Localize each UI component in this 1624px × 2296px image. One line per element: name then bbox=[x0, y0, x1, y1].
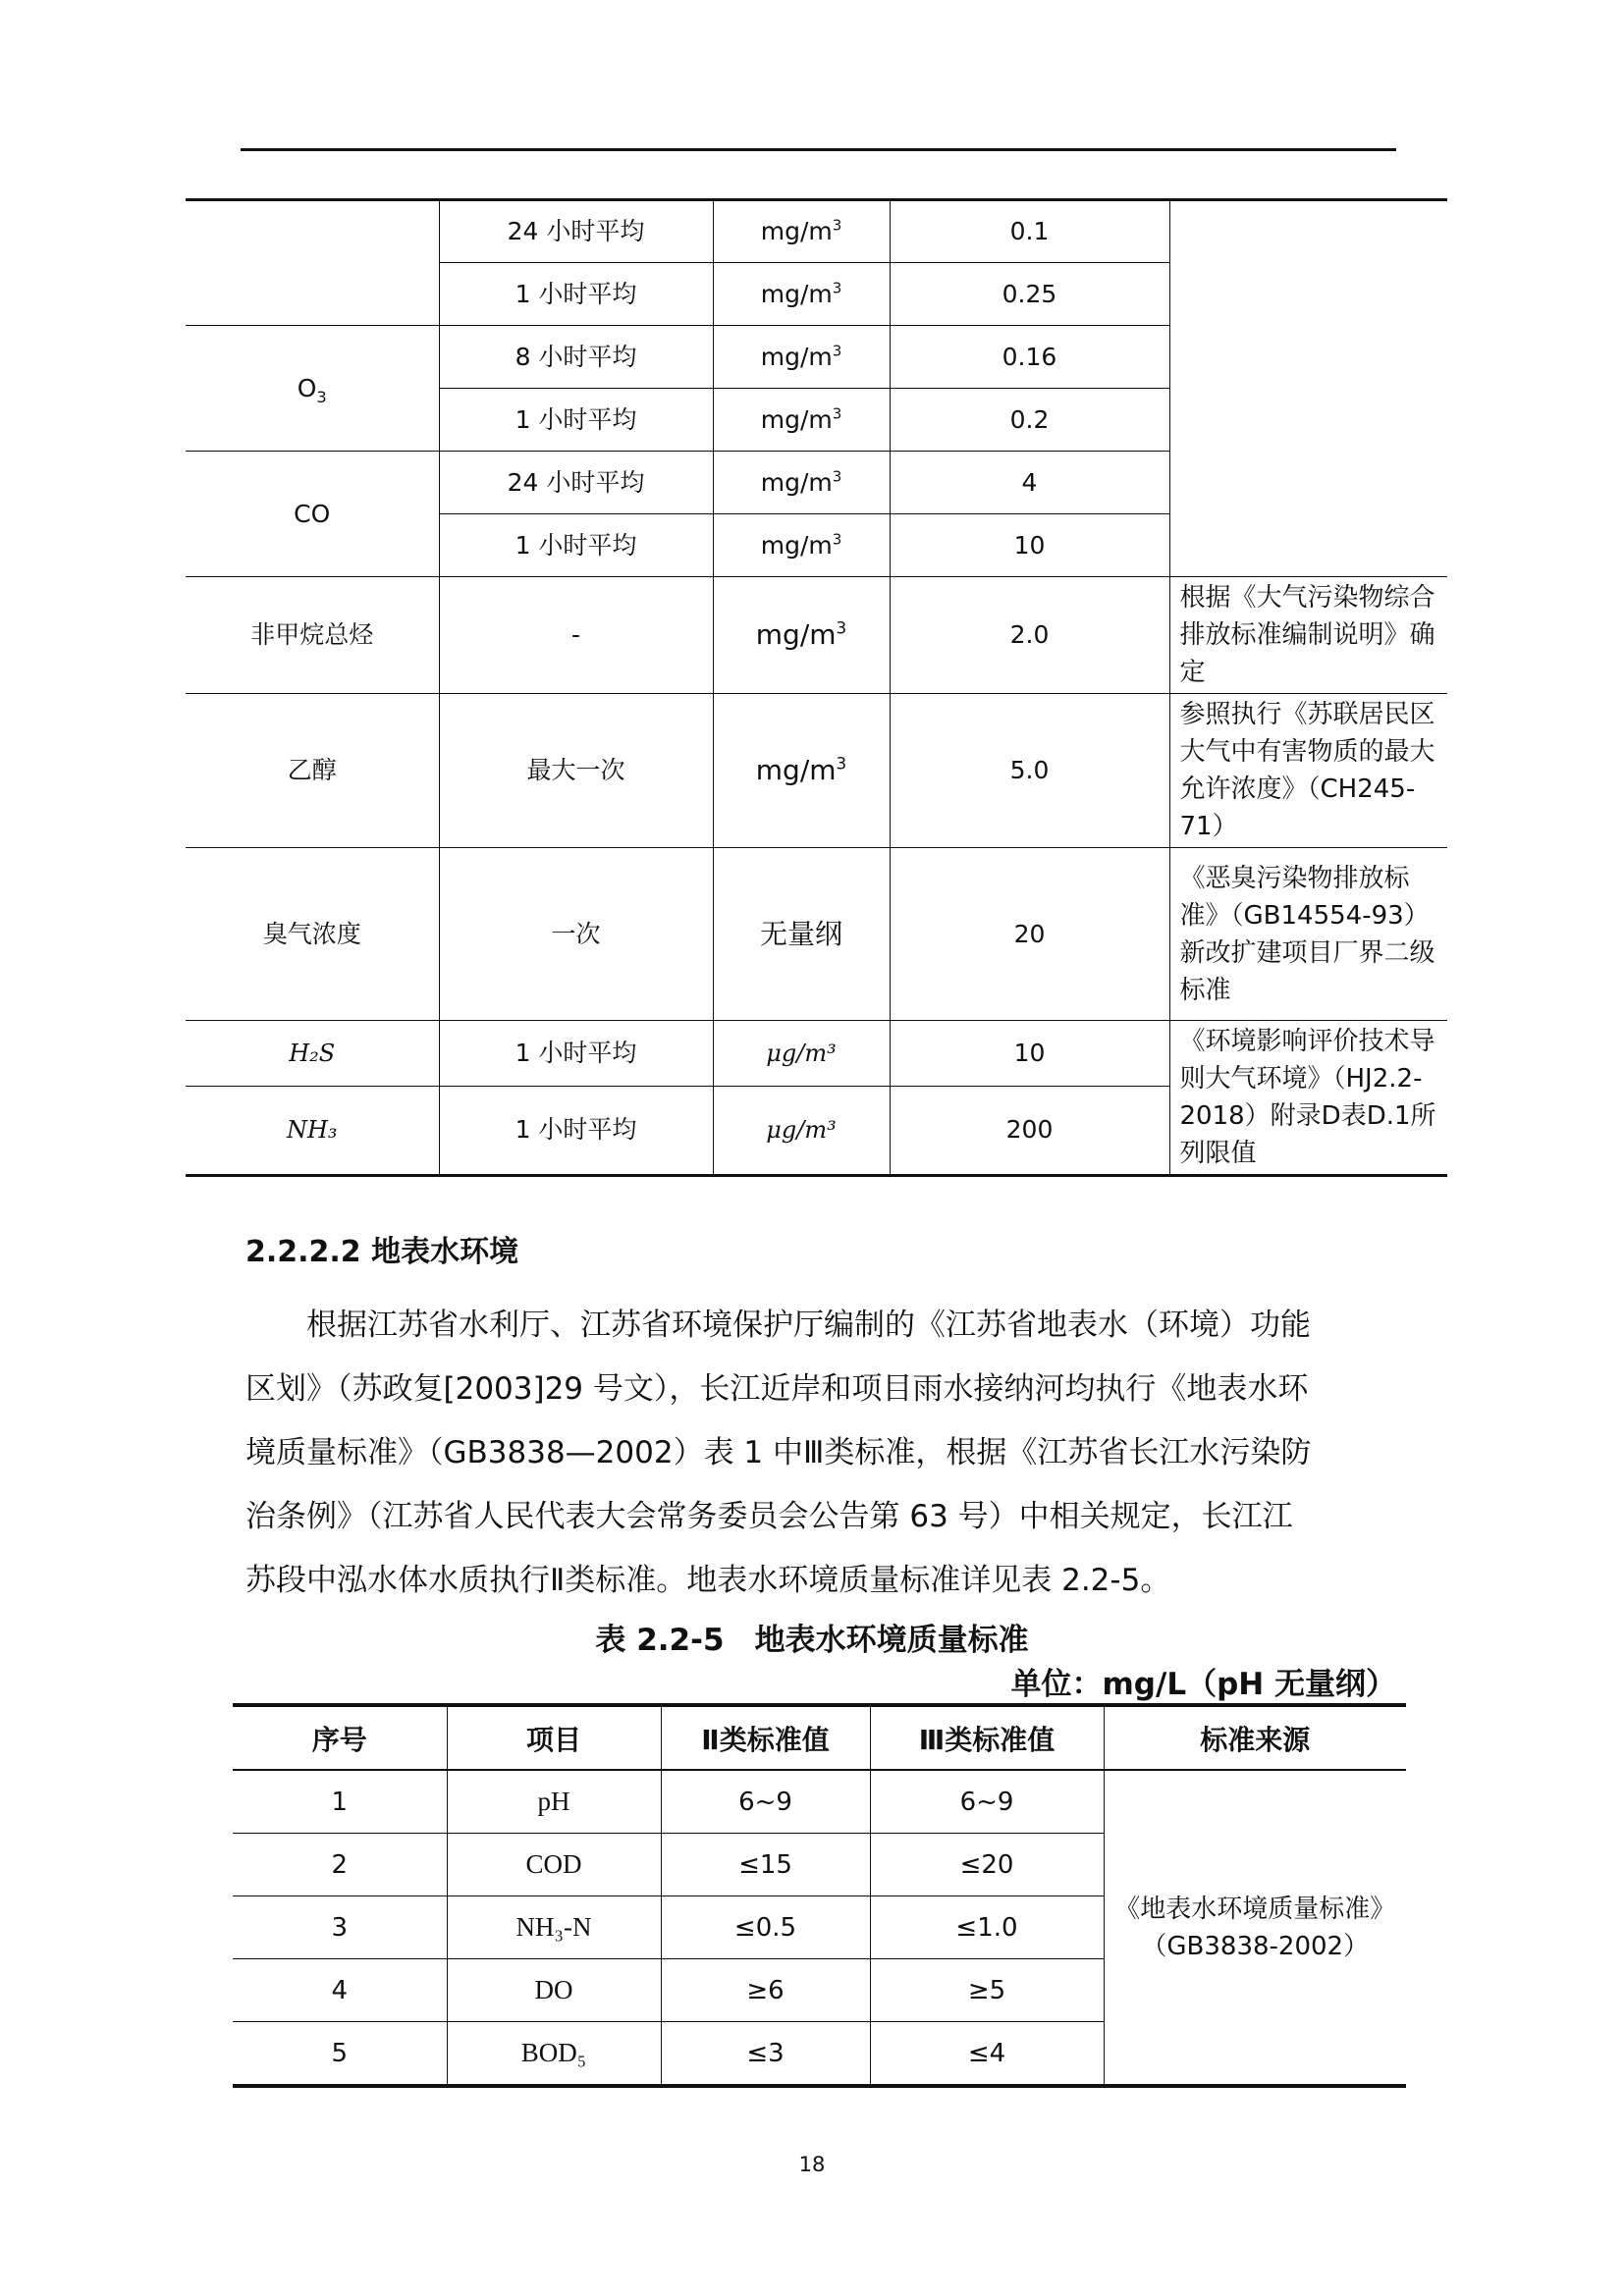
number-cell: 5 bbox=[233, 2022, 447, 2087]
period-cell: 24 小时平均 bbox=[439, 452, 713, 514]
paragraph-line: 苏段中泓水体水质执行Ⅱ类标准。地表水环境质量标准详见表 2.2-5。 bbox=[245, 1563, 1171, 1598]
pollutant-cell: H₂S bbox=[186, 1021, 439, 1087]
class2-cell: ≤3 bbox=[661, 2022, 870, 2087]
period-cell: 1 小时平均 bbox=[439, 263, 713, 326]
value-cell: 2.0 bbox=[890, 577, 1169, 694]
number-cell: 4 bbox=[233, 1959, 447, 2022]
number-cell: 3 bbox=[233, 1896, 447, 1959]
period-cell: 1 小时平均 bbox=[439, 514, 713, 577]
paragraph-line: 区划》（苏政复[2003]29 号文），长江近岸和项目雨水接纳河均执行《地表水环 bbox=[245, 1371, 1309, 1407]
standard-cell: 参照执行《苏联居民区大气中有害物质的最大允许浓度》（CH245-71） bbox=[1169, 694, 1447, 848]
number-cell: 2 bbox=[233, 1834, 447, 1896]
class2-cell: ≥6 bbox=[661, 1959, 870, 2022]
value-cell: 0.25 bbox=[890, 263, 1169, 326]
value-cell: 0.16 bbox=[890, 326, 1169, 389]
period-cell: 1 小时平均 bbox=[439, 389, 713, 452]
standard-cell: 根据《大气污染物综合排放标准编制说明》确定 bbox=[1169, 577, 1447, 694]
header-cell: 项目 bbox=[447, 1705, 661, 1770]
table-row bbox=[186, 848, 1447, 1021]
unit-cell: $mg/m^3$ bbox=[713, 694, 890, 848]
standard-cell: 《恶臭污染物排放标准》（GB14554-93）新改扩建项目厂界二级标准 bbox=[1169, 848, 1447, 1021]
item-cell: pH bbox=[447, 1770, 661, 1834]
class3-cell: 6~9 bbox=[870, 1770, 1104, 1834]
table-header-row bbox=[233, 1705, 1406, 1770]
pollutant-cell: 非甲烷总烃 bbox=[186, 577, 439, 694]
class2-cell: 6~9 bbox=[661, 1770, 870, 1834]
unit-cell: $mg/m^3$ bbox=[713, 263, 890, 326]
unit-cell: $mg/m^3$ bbox=[713, 200, 890, 263]
class2-cell: ≤0.5 bbox=[661, 1896, 870, 1959]
value-cell: 10 bbox=[890, 1021, 1169, 1087]
class3-cell: ≤20 bbox=[870, 1834, 1104, 1896]
class3-cell: ≤1.0 bbox=[870, 1896, 1104, 1959]
pollutant-cell bbox=[186, 200, 439, 326]
unit-cell: $mg/m^3$ bbox=[713, 577, 890, 694]
class2-cell: ≤15 bbox=[661, 1834, 870, 1896]
value-cell: 0.1 bbox=[890, 200, 1169, 263]
period-cell: 最大一次 bbox=[439, 694, 713, 848]
unit-cell: 无量纲 bbox=[713, 848, 890, 1021]
surface-water-standard-table bbox=[233, 1703, 1406, 2088]
period-cell: 1 小时平均 bbox=[439, 1021, 713, 1087]
value-cell: 10 bbox=[890, 514, 1169, 577]
air-quality-standard-table bbox=[186, 198, 1447, 1177]
value-cell: 0.2 bbox=[890, 389, 1169, 452]
value-cell: 20 bbox=[890, 848, 1169, 1021]
unit-cell: μg/m³ bbox=[713, 1086, 890, 1175]
unit-cell: $mg/m^3$ bbox=[713, 389, 890, 452]
number-cell: 1 bbox=[233, 1770, 447, 1834]
value-cell: 4 bbox=[890, 452, 1169, 514]
unit-note: 单位：mg/L（pH 无量纲） bbox=[1010, 1667, 1396, 1702]
body-paragraph bbox=[245, 1294, 1394, 1613]
pollutant-cell: NH₃ bbox=[186, 1086, 439, 1175]
paragraph-line: 境质量标准》（GB3838—2002）表 1 中Ⅲ类标准，根据《江苏省长江水污染防 bbox=[245, 1435, 1312, 1470]
table-row bbox=[186, 577, 1447, 694]
item-cell: COD bbox=[447, 1834, 661, 1896]
pollutant-cell: CO bbox=[186, 452, 439, 577]
unit-cell: $mg/m^3$ bbox=[713, 514, 890, 577]
table-caption: 表 2.2-5 地表水环境质量标准 bbox=[595, 1623, 1029, 1658]
item-cell: BOD₅ bbox=[447, 2022, 661, 2087]
table-row bbox=[233, 1770, 1406, 1834]
paragraph-line: 根据江苏省水利厅、江苏省环境保护厅编制的《江苏省地表水（环境）功能 bbox=[306, 1308, 1311, 1343]
period-cell: - bbox=[439, 577, 713, 694]
table-row bbox=[186, 1021, 1447, 1087]
value-cell: 200 bbox=[890, 1086, 1169, 1175]
class3-cell: ≤4 bbox=[870, 2022, 1104, 2087]
standard-cell: 《环境影响评价技术导则大气环境》（HJ2.2-2018）附录D表D.1所列限值 bbox=[1169, 1021, 1447, 1176]
pollutant-cell: 臭气浓度 bbox=[186, 848, 439, 1021]
item-cell: DO bbox=[447, 1959, 661, 2022]
header-cell: Ⅲ类标准值 bbox=[870, 1705, 1104, 1770]
value-cell: 5.0 bbox=[890, 694, 1169, 848]
page-number: 18 bbox=[798, 2153, 826, 2176]
item-cell: NH₃-N bbox=[447, 1896, 661, 1959]
unit-cell: $mg/m^3$ bbox=[713, 326, 890, 389]
header-cell: 序号 bbox=[233, 1705, 447, 1770]
period-cell: 24 小时平均 bbox=[439, 200, 713, 263]
unit-cell: μg/m³ bbox=[713, 1021, 890, 1087]
paragraph-line: 治条例》（江苏省人民代表大会常务委员会公告第 63 号）中相关规定，长江江 bbox=[245, 1499, 1293, 1534]
header-rule bbox=[241, 148, 1396, 151]
class3-cell: ≥5 bbox=[870, 1959, 1104, 2022]
table-row bbox=[186, 694, 1447, 848]
period-cell: 一次 bbox=[439, 848, 713, 1021]
section-title: 2.2.2.2 地表水环境 bbox=[245, 1235, 519, 1269]
source-cell: 《地表水环境质量标准》（GB3838-2002） bbox=[1104, 1770, 1406, 2086]
header-cell: Ⅱ类标准值 bbox=[661, 1705, 870, 1770]
header-cell: 标准来源 bbox=[1104, 1705, 1406, 1770]
pollutant-cell: 乙醇 bbox=[186, 694, 439, 848]
period-cell: 8 小时平均 bbox=[439, 326, 713, 389]
unit-cell: $mg/m^3$ bbox=[713, 452, 890, 514]
standard-cell bbox=[1169, 200, 1447, 577]
table-row bbox=[186, 200, 1447, 263]
period-cell: 1 小时平均 bbox=[439, 1086, 713, 1175]
pollutant-cell: $O_3$ bbox=[186, 326, 439, 452]
